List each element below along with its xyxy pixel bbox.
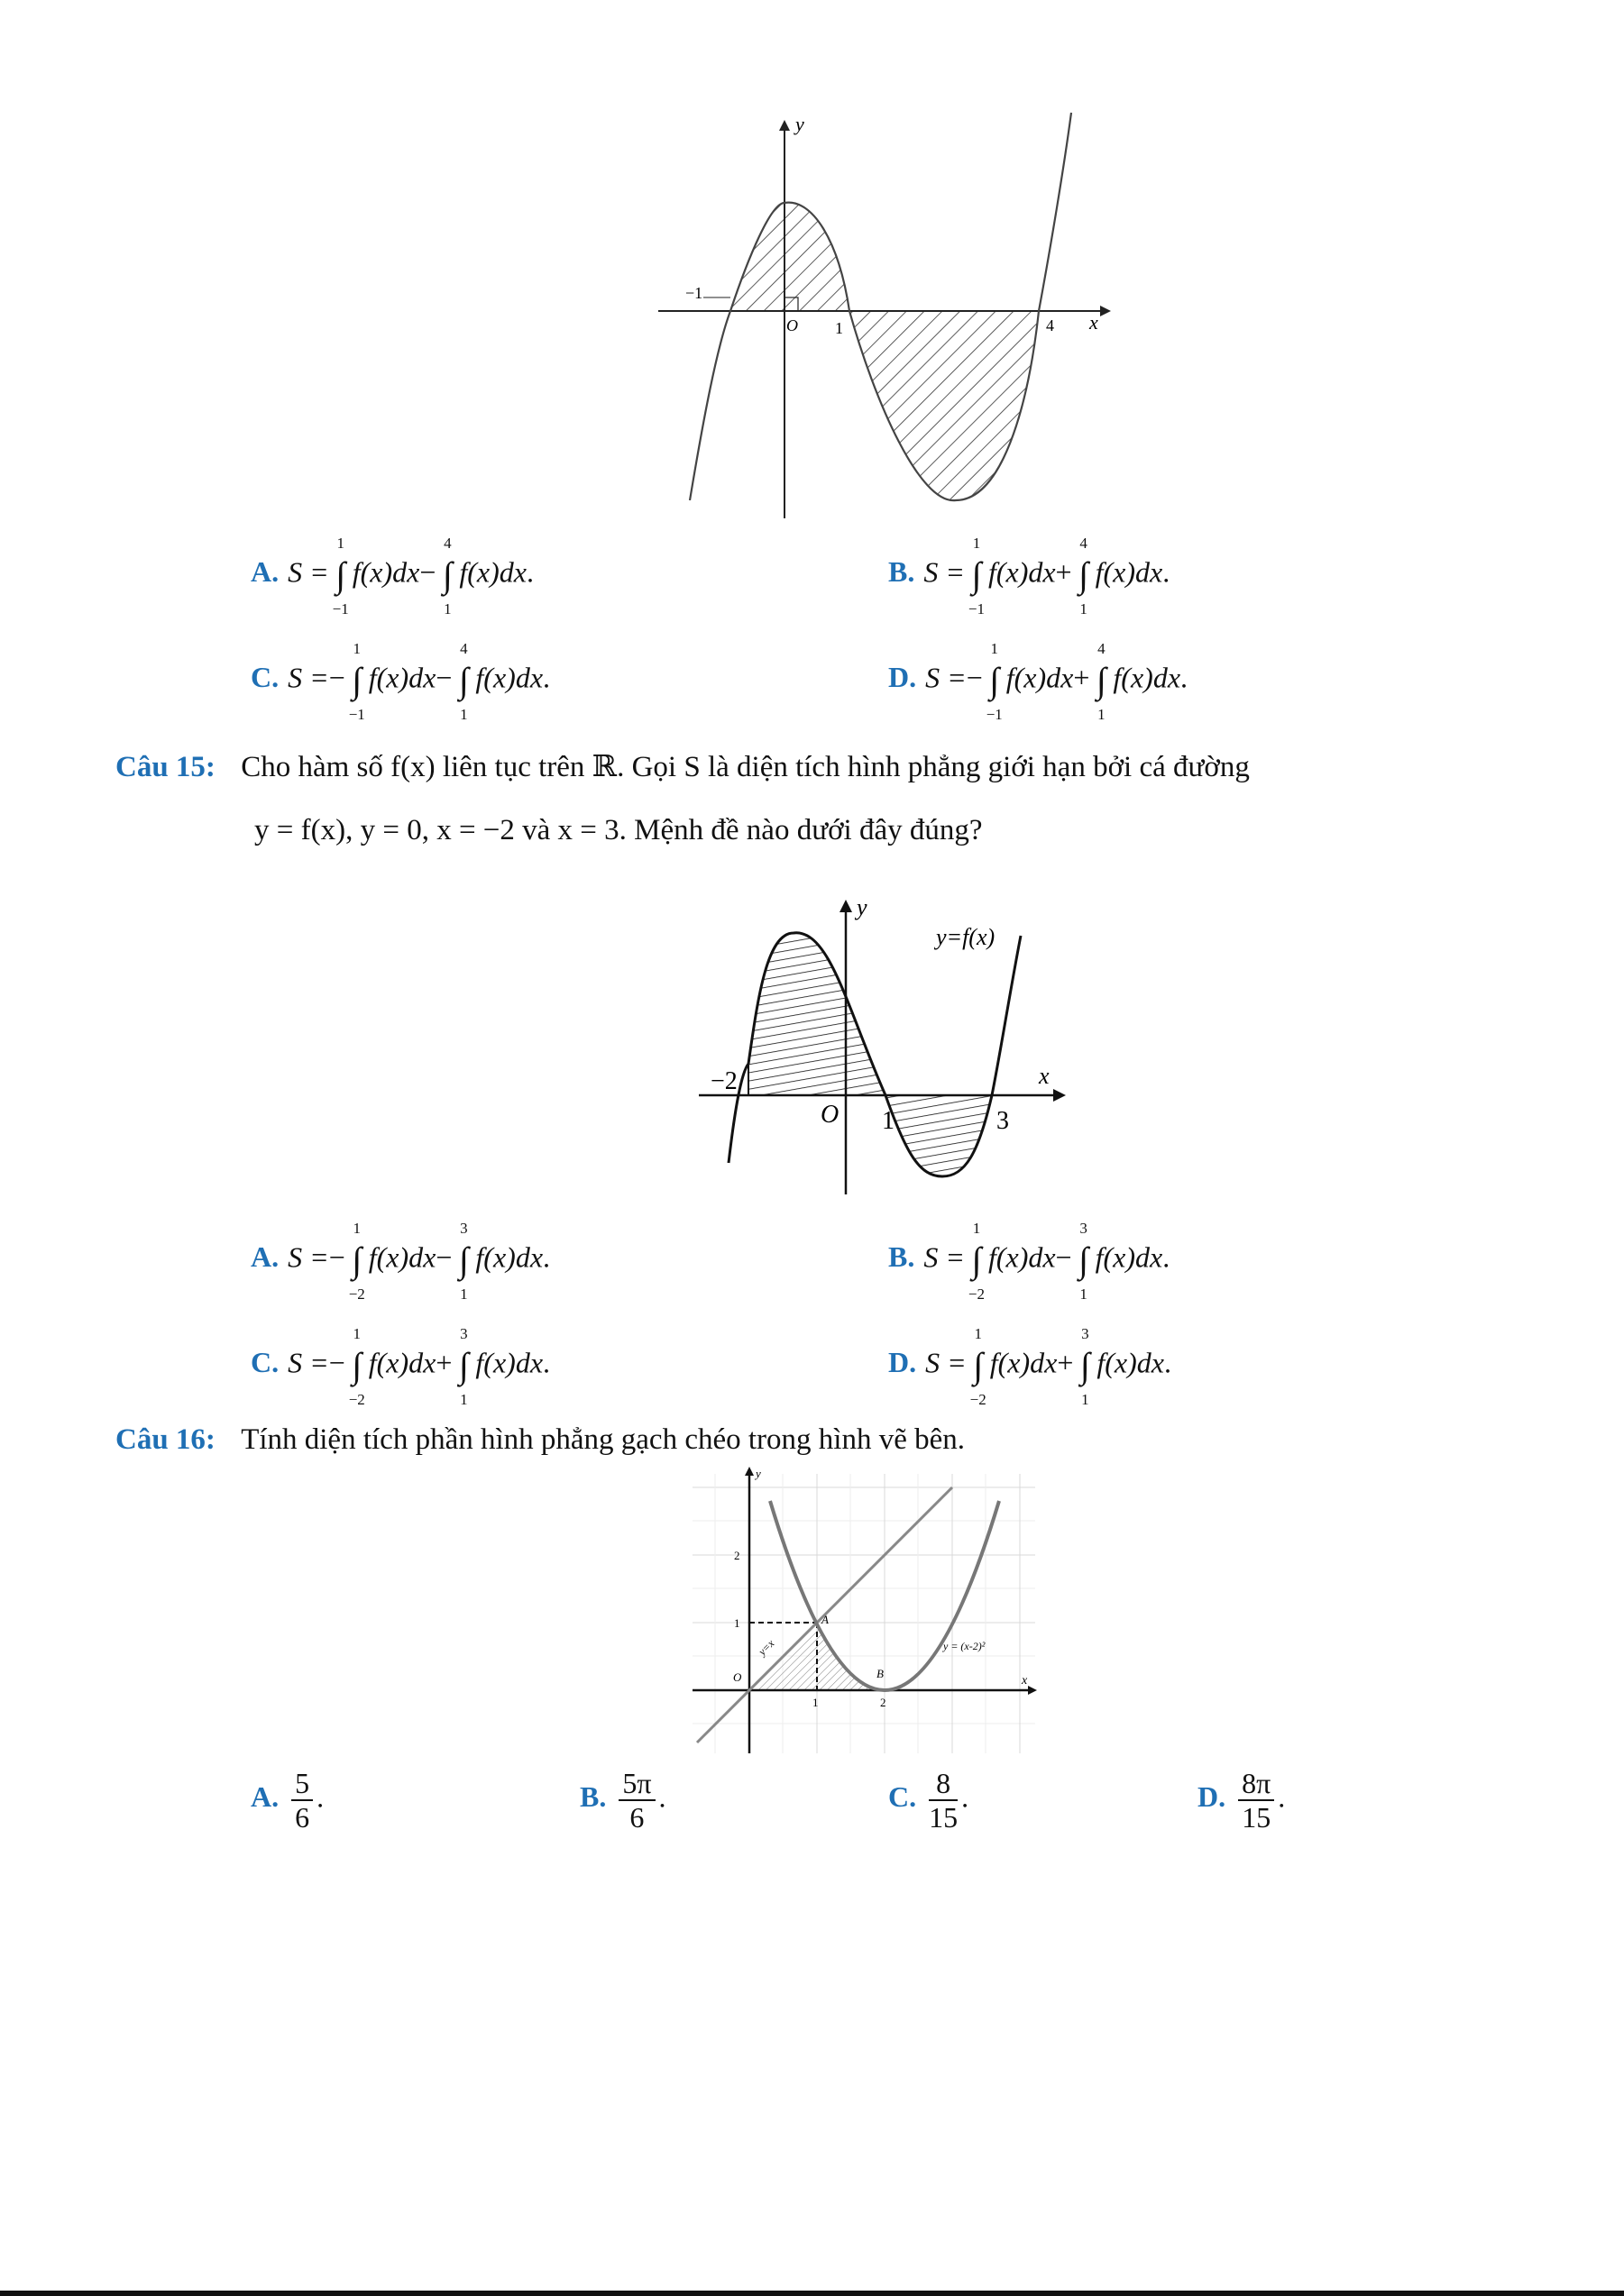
operator: − <box>1055 1240 1072 1274</box>
operator: + <box>1073 661 1090 694</box>
integral-sign: ∫ 1 −2 <box>348 1325 365 1408</box>
tick-1-label: 1 <box>835 319 843 337</box>
period: . <box>543 661 551 694</box>
operator: + <box>436 1346 453 1379</box>
integrand: f(x)dx <box>368 661 436 694</box>
sign: − <box>328 1346 345 1379</box>
integrand: f(x)dx <box>1113 661 1181 694</box>
integrand: f(x)dx <box>368 1240 436 1274</box>
integrand: f(x)dx <box>475 1346 544 1379</box>
q14-option-b[interactable] <box>888 535 1170 617</box>
option-lhs: S = <box>923 555 965 589</box>
tick-minus2-label: −2 <box>711 1067 738 1095</box>
integral-sign: ∫ 3 1 <box>1078 1220 1089 1303</box>
integral-sign: ∫ 1 −2 <box>969 1325 986 1408</box>
integrand: f(x)dx <box>1096 1346 1164 1379</box>
period: . <box>658 1780 666 1814</box>
tick-x2-label: 2 <box>880 1696 886 1709</box>
integrand: f(x)dx <box>1005 661 1074 694</box>
option-label: D. <box>888 1346 917 1379</box>
sign: − <box>966 661 983 694</box>
integral-sign: ∫ 4 1 <box>1096 640 1106 723</box>
tick-y2-label: 2 <box>734 1549 740 1562</box>
integrand: f(x)dx <box>1095 1240 1163 1274</box>
option-label: B. <box>580 1780 607 1814</box>
y-axis-label: y <box>795 113 804 135</box>
integral-sign: ∫ 1 −1 <box>332 535 349 617</box>
option-lhs: S = <box>288 1240 329 1274</box>
y-axis-label: y <box>756 1467 761 1480</box>
hatched-region-positive <box>730 203 849 311</box>
grid <box>693 1474 1035 1753</box>
period: . <box>317 1780 325 1814</box>
q15-option-d[interactable] <box>888 1325 1171 1408</box>
option-lhs: S = <box>288 661 329 694</box>
curve-label: y=f(x) <box>936 924 996 950</box>
q16-option-b[interactable] <box>580 1769 666 1832</box>
option-label: C. <box>251 661 280 694</box>
fraction: $\frac{8\pi}{15}$ <box>1238 1769 1274 1832</box>
page-bottom-rule <box>0 2291 1624 2296</box>
period: . <box>1278 1780 1286 1814</box>
integrand: f(x)dx <box>987 1240 1056 1274</box>
option-label: B. <box>888 555 915 589</box>
integrand: f(x)dx <box>1095 555 1163 589</box>
x-axis-label: x <box>1039 1063 1050 1089</box>
tick-4-label: 4 <box>1046 316 1054 334</box>
period: . <box>1163 1346 1171 1379</box>
line-label: y=x <box>756 1636 777 1659</box>
integrand: f(x)dx <box>368 1346 436 1379</box>
q15-option-c[interactable] <box>251 1325 551 1408</box>
x-axis-label: x <box>1022 1674 1028 1688</box>
period: . <box>1162 555 1170 589</box>
operator: − <box>436 661 453 694</box>
operator: − <box>436 1240 453 1274</box>
period: . <box>543 1240 551 1274</box>
origin-label: O <box>821 1101 840 1129</box>
tick-minus1-label: −1 <box>685 284 703 302</box>
option-label: A. <box>251 1780 280 1814</box>
question-number: Câu 16: <box>115 1423 216 1456</box>
tick-1-label: 1 <box>882 1107 895 1135</box>
integral-sign: ∫ 4 1 <box>458 640 469 723</box>
question-text: Tính diện tích phần hình phẳng gạch chéo trong hình vẽ bên. <box>241 1423 965 1456</box>
integrand: f(x)dx <box>987 555 1056 589</box>
integrand: f(x)dx <box>989 1346 1058 1379</box>
option-label: A. <box>251 555 280 589</box>
option-label: D. <box>888 661 917 694</box>
x-axis-label: x <box>1089 311 1098 334</box>
q15-option-a[interactable] <box>251 1220 551 1303</box>
period: . <box>543 1346 551 1379</box>
integral-sign: ∫ 3 1 <box>458 1220 469 1303</box>
operator: − <box>419 555 436 589</box>
option-label: D. <box>1197 1780 1226 1814</box>
integral-sign: ∫ 3 1 <box>1079 1325 1090 1408</box>
integral-sign: ∫ 4 1 <box>1078 535 1089 617</box>
question-15-line2 <box>254 813 983 849</box>
sign: − <box>328 1240 345 1274</box>
origin-label: O <box>733 1670 742 1684</box>
period: . <box>1180 661 1188 694</box>
integrand: f(x)dx <box>352 555 420 589</box>
fraction: $\frac{5\pi}{6}$ <box>619 1769 655 1832</box>
option-label: C. <box>251 1346 280 1379</box>
period: . <box>961 1780 969 1814</box>
q15-option-b[interactable] <box>888 1220 1170 1303</box>
option-lhs: S = <box>288 555 329 589</box>
integrand: f(x)dx <box>459 555 527 589</box>
q14-option-d[interactable] <box>888 640 1188 723</box>
q14-option-a[interactable] <box>251 535 534 617</box>
period: . <box>526 555 534 589</box>
tick-x1-label: 1 <box>812 1696 819 1709</box>
q14-option-c[interactable] <box>251 640 551 723</box>
option-lhs: S = <box>925 1346 967 1379</box>
question-16 <box>115 1422 1522 1459</box>
integral-sign: ∫ 1 −1 <box>348 640 365 723</box>
integral-sign: ∫ 1 −1 <box>986 640 1003 723</box>
q16-option-c[interactable] <box>888 1769 968 1832</box>
question-text-line1: Cho hàm số f(x) liên tục trên ℝ. Gọi S là diện tích hình phẳng giới hạn bởi cá đường <box>241 751 1250 783</box>
integral-sign: ∫ 1 −1 <box>968 535 985 617</box>
question-number: Câu 15: <box>115 751 216 783</box>
operator: + <box>1055 555 1072 589</box>
option-label: C. <box>888 1780 917 1814</box>
sign: − <box>328 661 345 694</box>
question-text-line2: y = f(x), y = 0, x = −2 và x = 3. Mệnh đề nào dưới đây đúng? <box>254 814 983 846</box>
option-lhs: S = <box>925 661 967 694</box>
integral-sign: ∫ 1 −2 <box>968 1220 985 1303</box>
integral-sign: ∫ 1 −2 <box>348 1220 365 1303</box>
figure-fx-graph <box>694 892 1073 1199</box>
figure-cubic-graph <box>649 104 1118 527</box>
fraction: $\frac{5}{6}$ <box>291 1769 313 1832</box>
option-label: A. <box>251 1240 280 1274</box>
option-lhs: S = <box>923 1240 965 1274</box>
integral-sign: ∫ 4 1 <box>442 535 453 617</box>
fraction: $\frac{8}{15}$ <box>929 1767 959 1834</box>
point-a-label: A <box>821 1613 829 1626</box>
integral-sign: ∫ 3 1 <box>458 1325 469 1408</box>
period: . <box>1162 1240 1170 1274</box>
integrand: f(x)dx <box>475 1240 544 1274</box>
operator: + <box>1057 1346 1074 1379</box>
figure-parabola-line-graph <box>693 1465 1053 1758</box>
point-b-label: B <box>876 1667 884 1680</box>
hatched-region-negative <box>849 311 1039 500</box>
option-lhs: S = <box>288 1346 329 1379</box>
origin-label: O <box>786 316 798 334</box>
integrand: f(x)dx <box>475 661 544 694</box>
tick-3-label: 3 <box>996 1107 1009 1135</box>
q16-option-a[interactable] <box>251 1769 324 1832</box>
y-axis-label: y <box>857 894 867 920</box>
tick-y1-label: 1 <box>734 1616 740 1630</box>
q16-option-d[interactable] <box>1197 1769 1285 1832</box>
parabola-label: y = (x-2)² <box>943 1640 986 1652</box>
option-label: B. <box>888 1240 915 1274</box>
question-15 <box>115 750 1522 786</box>
